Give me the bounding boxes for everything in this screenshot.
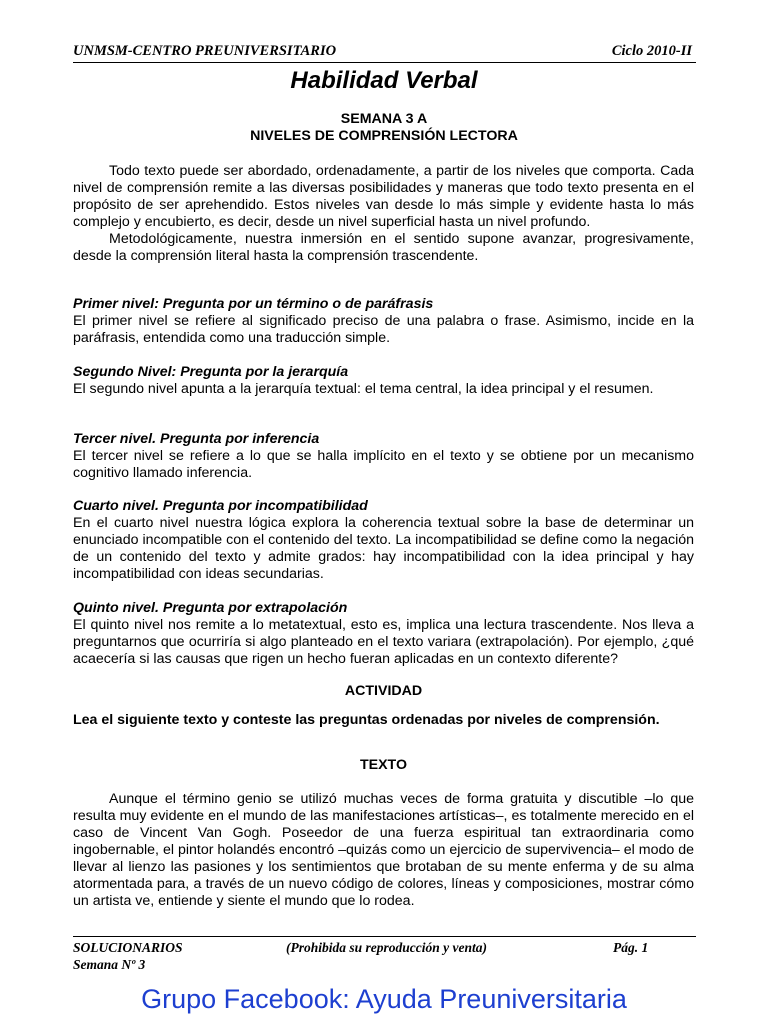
page-footer — [73, 936, 696, 972]
week-label: SEMANA 3 A — [340, 111, 428, 127]
footer-week: Semana Nº 3 — [73, 957, 146, 972]
level-2 — [73, 364, 694, 398]
page-title: Habilidad Verbal — [290, 67, 478, 94]
level-text: El primer nivel se refiere al significado preciso de una palabra o frase. Asimismo, incide en la paráfrasis, entendida como una traducción simple. — [73, 313, 694, 346]
section-title: NIVELES DE COMPRENSIÓN LECTORA — [250, 128, 518, 144]
level-5 — [73, 600, 694, 668]
level-1 — [73, 296, 694, 347]
level-text: En el cuarto nivel nuestra lógica explora la coherencia textual sobre la base de determinar un enunciado incompatible con el contenido del texto. La incompatibilidad se define como la negación de un contenido del texto y admite grados: hay incompatibilidad con la idea principal y hay incompatibilidad con ideas secundarias. — [73, 515, 694, 582]
level-text: El tercer nivel se refiere a lo que se halla implícito en el texto y se obtiene por un mecanismo cognitivo llamado inferencia. — [73, 448, 694, 481]
text-title: TEXTO — [359, 757, 408, 773]
page-header — [73, 42, 696, 63]
intro-paragraph: Metodológicamente, nuestra inmersión en el sentido supone avanzar, progresivamente, desde la comprensión literal hasta la comprensión trascendente. — [73, 231, 694, 264]
footer-page-number: Pág. 1 — [613, 940, 649, 955]
intro-paragraph: Todo texto puede ser abordado, ordenadamente, a partir de los niveles que comporta. Cada nivel de comprensión remite a las diversas posibilidades y maneras que todo texto presenta en el propósito de ser aprehendido. Estos niveles van desde lo más simple y evidente hasta lo más complejo y encubierto, es decir, desde un nivel superficial hasta un nivel profundo. — [73, 163, 694, 230]
level-3 — [73, 431, 694, 482]
activity-instruction: Lea el siguiente texto y conteste las preguntas ordenadas por niveles de comprensión. — [73, 712, 660, 728]
level-heading: Quinto nivel. Pregunta por extrapolación — [73, 600, 348, 616]
footer-solucionarios: SOLUCIONARIOS — [73, 940, 183, 955]
level-heading: Tercer nivel. Pregunta por inferencia — [73, 431, 320, 447]
reading-paragraph: Aunque el término genio se utilizó muchas veces de forma gratuita y discutible –lo que resulta muy evidente en el mundo de las manifestaciones artísticas–, es totalmente merecido en el caso de Vincent Van Gogh. Poseedor de una fuerza espiritual tan extraordinaria como ingobernable, el pintor holandés encontró –quizás como un ejercicio de supervivencia– el modo de llevar al lienzo las pasiones y los sentimientos que brotaban de su mente enferma y de su alma atormentada para, a través de un nuevo código de colores, líneas y composiciones, mostrar cómo un artista ve, entiende y siente el mundo que lo rodea. — [73, 791, 694, 909]
header-cycle: Ciclo 2010-II — [611, 43, 692, 59]
activity-title: ACTIVIDAD — [344, 683, 423, 699]
header-institution: UNMSM-CENTRO PREUNIVERSITARIO — [73, 43, 337, 59]
level-4 — [73, 498, 694, 583]
footer-notice: (Prohibida su reproducción y venta) — [286, 940, 487, 955]
facebook-group-banner: Grupo Facebook: Ayuda Preuniversitaria — [141, 984, 627, 1014]
level-heading: Segundo Nivel: Pregunta por la jerarquía — [73, 364, 349, 380]
level-text: El quinto nivel nos remite a lo metatextual, esto es, implica una lectura trascendente. Nos lleva a preguntarnos que ocurriría si algo planteado en el texto variara (extrapolación). Por ejemplo, ¿qué acaecería si las causas que rigen un hecho fueran aplicadas en un contexto diferente? — [73, 617, 694, 667]
level-text: El segundo nivel apunta a la jerarquía textual: el tema central, la idea principal y el resumen. — [73, 381, 654, 397]
level-heading: Primer nivel: Pregunta por un término o de paráfrasis — [73, 296, 434, 312]
level-heading: Cuarto nivel. Pregunta por incompatibilidad — [73, 498, 368, 514]
reading-text — [73, 791, 694, 910]
intro-section — [73, 163, 694, 265]
